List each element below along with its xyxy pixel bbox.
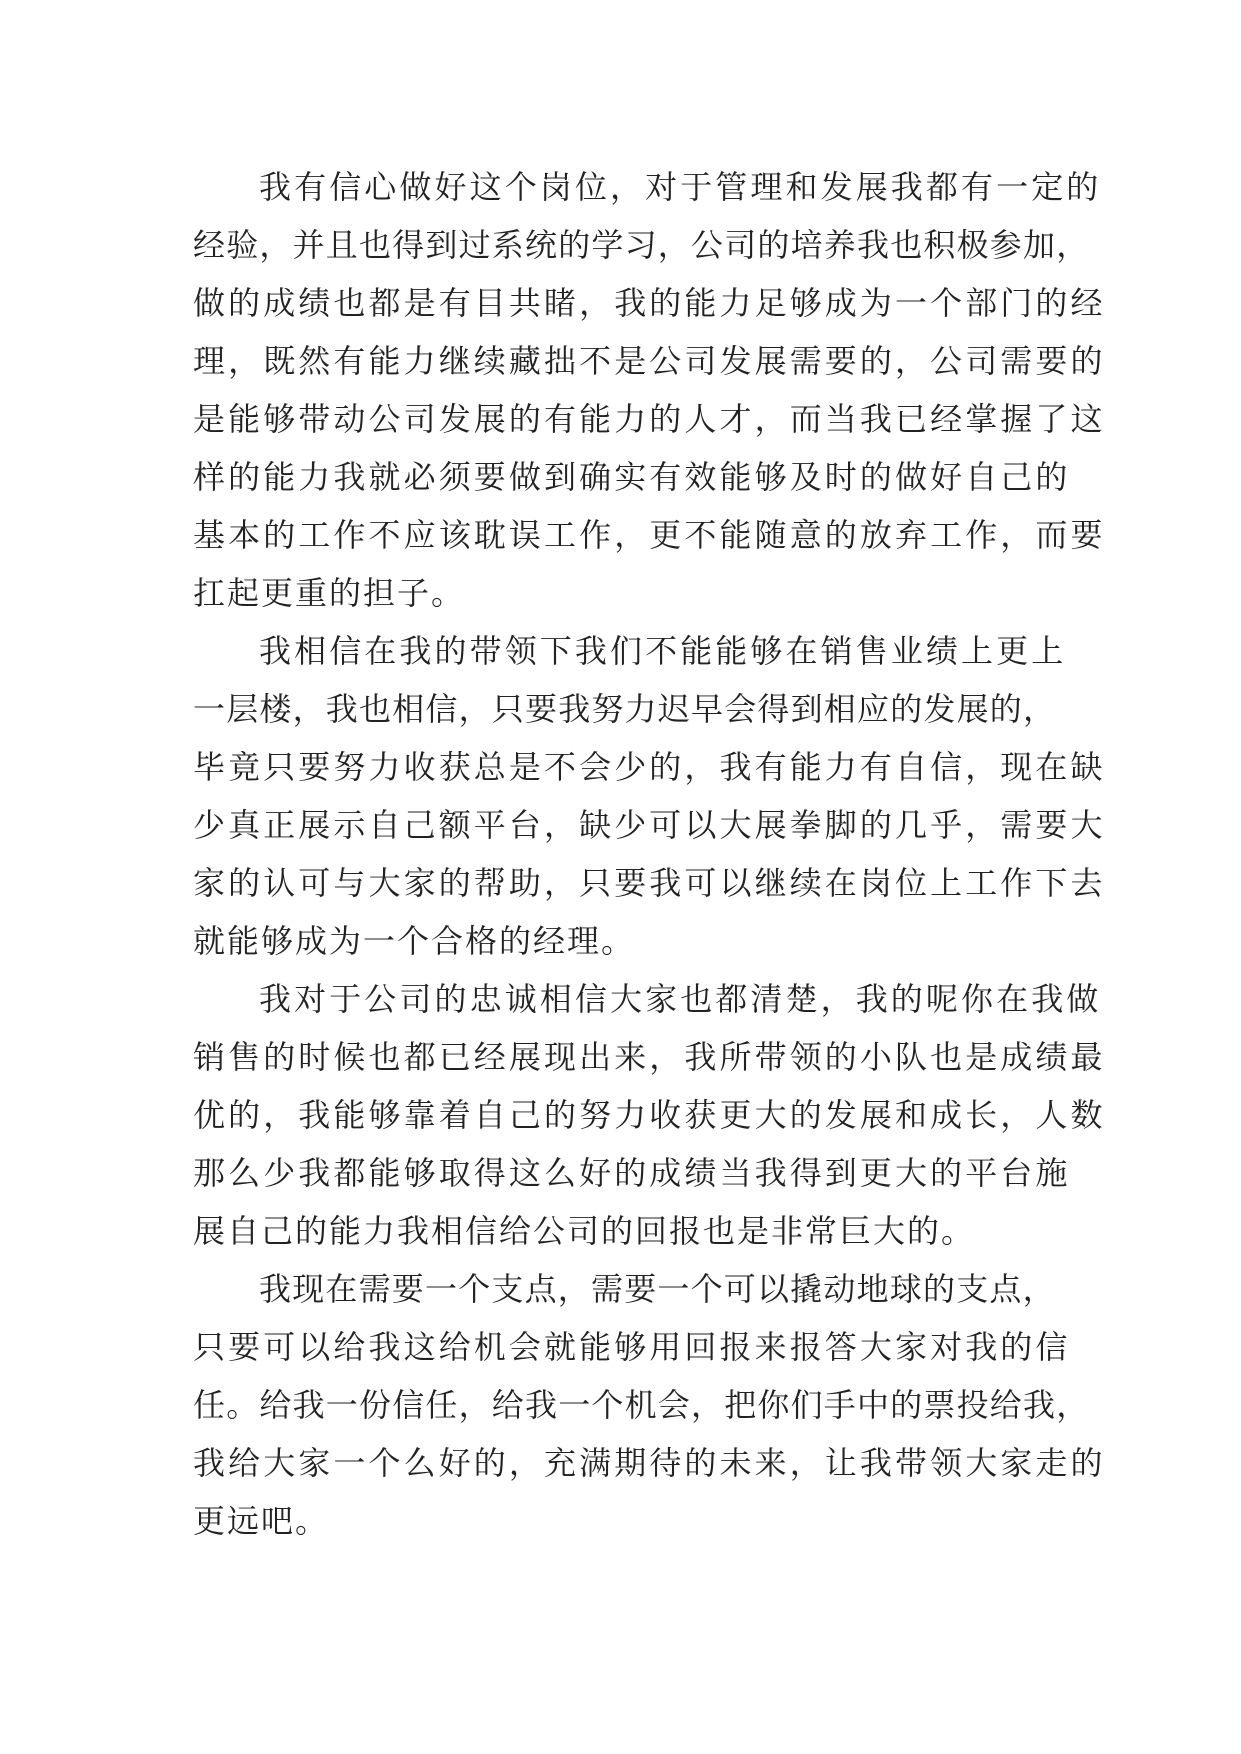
paragraph-2-line-5: 家的认可与大家的帮助，只要我可以继续在岗位上工作下去 <box>193 864 1106 902</box>
paragraph-1-line-5: 是能够带动公司发展的有能力的人才，而当我已经掌握了这 <box>193 400 1106 438</box>
paragraph-1-line-1: 我有信心做好这个岗位，对于管理和发展我都有一定的 <box>259 168 1102 206</box>
paragraph-2-line-3: 毕竟只要努力收获总是不会少的，我有能力有自信，现在缺 <box>193 748 1106 786</box>
paragraph-1-line-7: 基本的工作不应该耽误工作，更不能随意的放弃工作，而要 <box>193 516 1106 554</box>
paragraph-3-line-4: 那么少我都能够取得这么好的成绩当我得到更大的平台施 <box>193 1154 1071 1192</box>
paragraph-3-line-5: 展自己的能力我相信给公司的回报也是非常巨大的。 <box>193 1212 976 1250</box>
paragraph-2-line-4: 少真正展示自己额平台，缺少可以大展拳脚的几乎，需要大 <box>193 806 1106 844</box>
paragraph-1-line-3: 做的成绩也都是有目共睹，我的能力足够成为一个部门的经 <box>193 284 1106 322</box>
paragraph-2-line-2: 一层楼，我也相信，只要我努力迟早会得到相应的发展的， <box>193 690 1057 728</box>
paragraph-3-line-2: 销售的时候也都已经展现出来，我所带领的小队也是成绩最 <box>193 1038 1106 1076</box>
paragraph-1-line-8: 扛起更重的担子。 <box>193 574 466 612</box>
paragraph-4-line-2: 只要可以给我这给机会就能够用回报来报答大家对我的信 <box>193 1328 1071 1366</box>
paragraph-2-line-1: 我相信在我的带领下我们不能能够在销售业绩上更上 <box>259 632 1067 670</box>
paragraph-3-line-1: 我对于公司的忠诚相信大家也都清楚，我的呢你在我做 <box>259 980 1102 1018</box>
document-body <box>193 158 1106 1550</box>
paragraph-4-line-5: 更远吧。 <box>193 1502 330 1540</box>
paragraph-4-line-4: 我给大家一个么好的，充满期待的未来，让我带领大家走的 <box>193 1444 1106 1482</box>
paragraph-1-line-4: 理，既然有能力继续藏拙不是公司发展需要的，公司需要的 <box>193 342 1106 380</box>
paragraph-1-line-2: 经验，并且也得到过系统的学习，公司的培养我也积极参加， <box>193 226 1090 264</box>
paragraph-1-line-6: 样的能力我就必须要做到确实有效能够及时的做好自己的 <box>193 458 1071 496</box>
paragraph-4-line-1: 我现在需要一个支点，需要一个可以撬动地球的支点， <box>259 1270 1056 1308</box>
paragraph-2-line-6: 就能够成为一个合格的经理。 <box>193 922 636 960</box>
paragraph-3-line-3: 优的，我能够靠着自己的努力收获更大的发展和成长，人数 <box>193 1096 1106 1134</box>
paragraph-4-line-3: 任。给我一份信任，给我一个机会，把你们手中的票投给我， <box>193 1386 1090 1424</box>
